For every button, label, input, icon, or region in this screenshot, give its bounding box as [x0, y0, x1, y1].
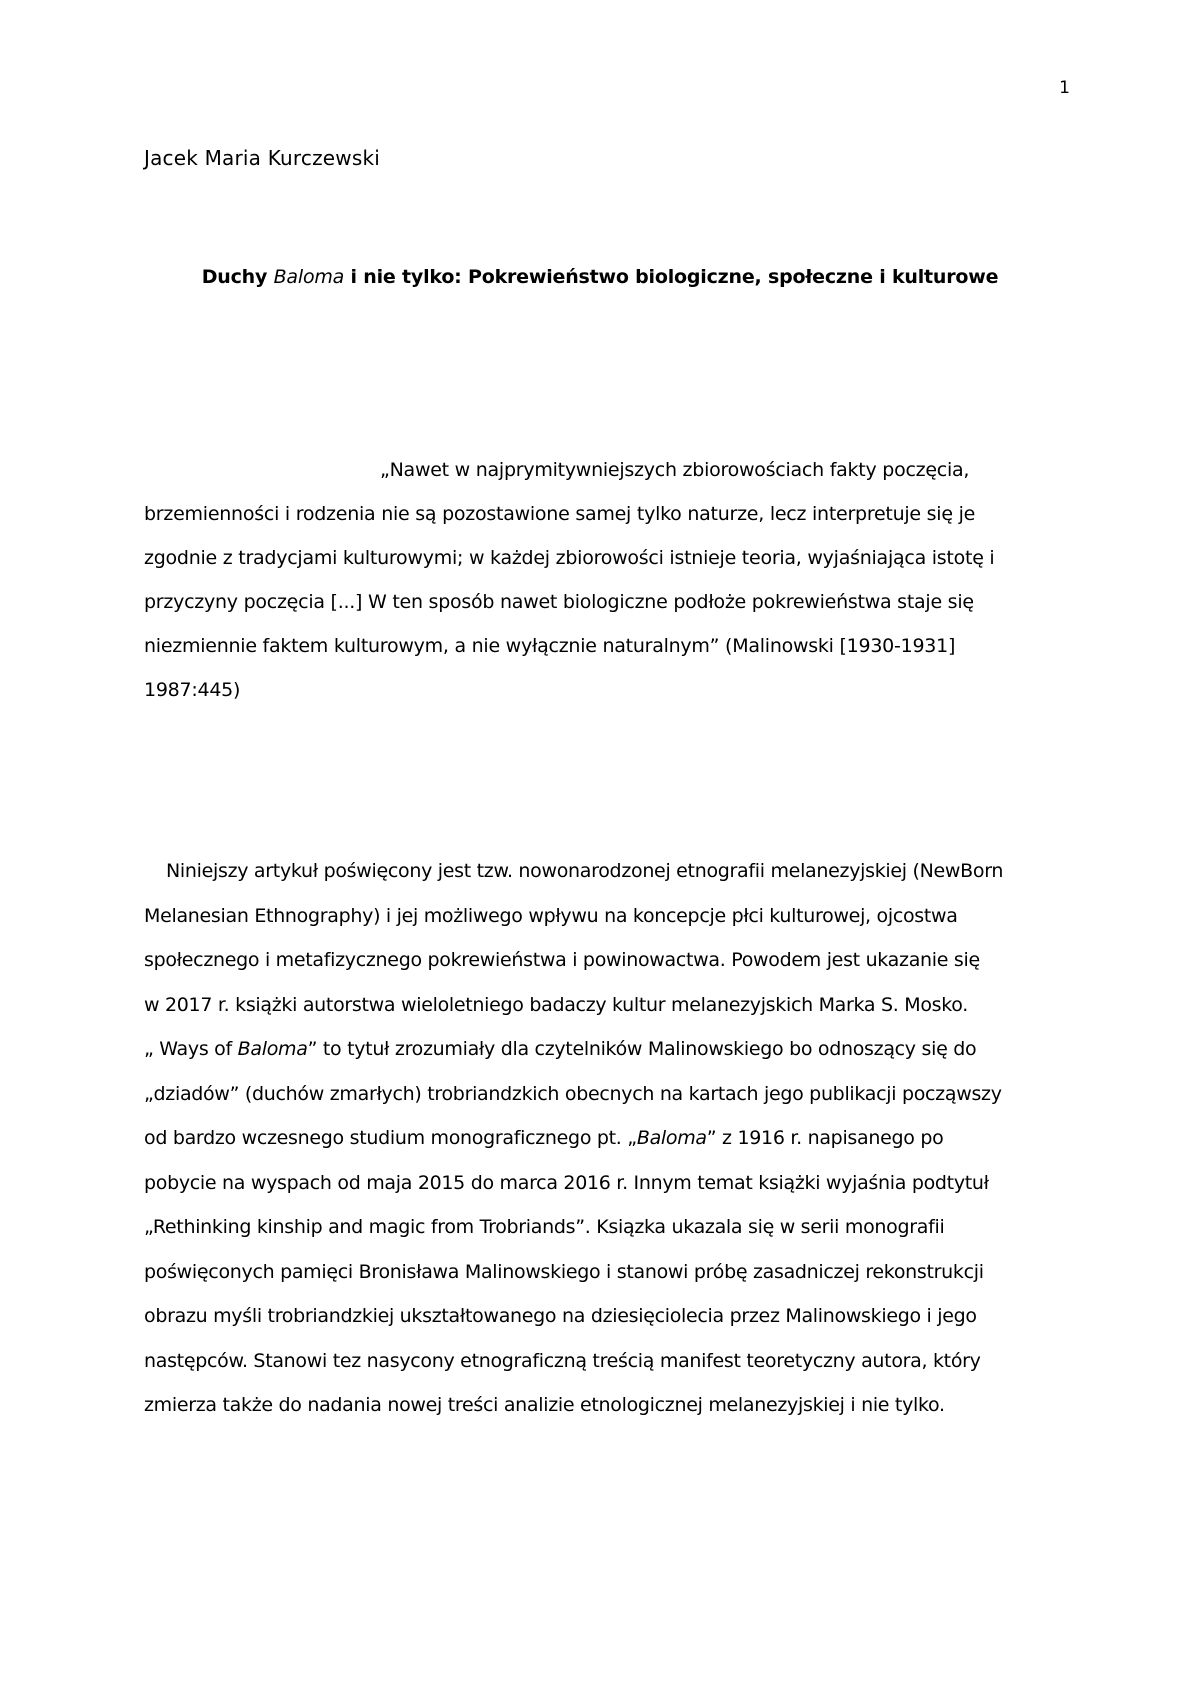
paragraph-line: poświęconych pamięci Bronisława Malinowskiego i stanowi próbę zasadniczej rekonstrukcji	[144, 1260, 984, 1283]
paragraph-line: obrazu myśli trobriandzkiej ukształtowanego na dziesięciolecia przez Malinowskiego i jego	[144, 1305, 977, 1327]
paragraph-line	[144, 1027, 1064, 1072]
title-italic: Baloma	[273, 266, 345, 288]
paragraph-line: w 2017 r. książki autorstwa wieloletniego badaczy kultur melanezyjskich Marka S. Mosko.	[144, 993, 969, 1016]
paragraph-line: społecznego i metafizycznego pokrewieństwa i powinowactwa. Powodem jest ukazanie się	[144, 949, 980, 971]
line-text: ” to tytuł zrozumiały dla czytelników Malinowskiego bo odnoszący się do	[307, 1038, 977, 1060]
paragraph-line: pobycie na wyspach od maja 2015 do marca 2016 r. Innym temat książki wyjaśnia podtytuł	[144, 1171, 989, 1194]
title-text-1: Duchy	[201, 266, 274, 288]
epigraph-line: „Nawet w najprymitywniejszych zbiorowościach fakty poczęcia,	[380, 459, 970, 481]
author-name: Jacek Maria Kurczewski	[144, 146, 380, 170]
line-text: od bardzo wczesnego studium monograficznego pt. „	[144, 1127, 637, 1149]
epigraph-line: zgodnie z tradycjami kulturowymi; w każdej zbiorowości istnieje teoria, wyjaśniająca istotę i	[144, 547, 995, 569]
italic-title: Baloma	[636, 1127, 707, 1149]
paragraph-line: zmierza także do nadania nowej treści analizie etnologicznej melanezyjskiej i nie tylko.	[144, 1394, 945, 1416]
paragraph-line: Niniejszy artykuł poświęcony jest tzw. nowonarodzonej etnografii melanezyjskiej (NewBorn	[166, 860, 1004, 882]
paragraph-line: następców. Stanowi tez nasycony etnograficzną treścią manifest teoretyczny autora, który	[144, 1349, 981, 1372]
epigraph-line: przyczyny poczęcia [...] W ten sposób nawet biologiczne podłoże pokrewieństwa staje się	[144, 591, 974, 613]
epigraph-line: 1987:445)	[144, 679, 241, 701]
body-paragraph	[144, 849, 1064, 1428]
epigraph-quote	[144, 448, 1064, 712]
epigraph-line: niezmiennie faktem kulturowym, a nie wyłącznie naturalnym” (Malinowski [1930-1931]	[144, 635, 956, 657]
title-text-2: i nie tylko: Pokrewieństwo biologiczne, społeczne i kulturowe	[344, 266, 999, 288]
line-text: „ Ways of	[144, 1038, 238, 1060]
line-text: ” z 1916 r. napisanego po	[706, 1127, 944, 1149]
paragraph-line: Melanesian Ethnography) i jej możliwego wpływu na koncepcje płci kulturowej, ojcostwa	[144, 904, 958, 927]
paragraph-line: „dziadów” (duchów zmarłych) trobriandzkich obecnych na kartach jego publikacji począwszy	[144, 1082, 1002, 1105]
epigraph-line: brzemienności i rodzenia nie są pozostawione samej tylko naturze, lecz interpretuje się je	[144, 503, 976, 525]
page-number: 1	[1059, 78, 1070, 98]
document-title	[0, 266, 1200, 288]
italic-title: Baloma	[237, 1038, 308, 1060]
paragraph-line	[144, 1116, 1064, 1161]
paragraph-line: „Rethinking kinship and magic from Trobriands”. Ksiązka ukazala się w serii monografii	[144, 1216, 945, 1238]
